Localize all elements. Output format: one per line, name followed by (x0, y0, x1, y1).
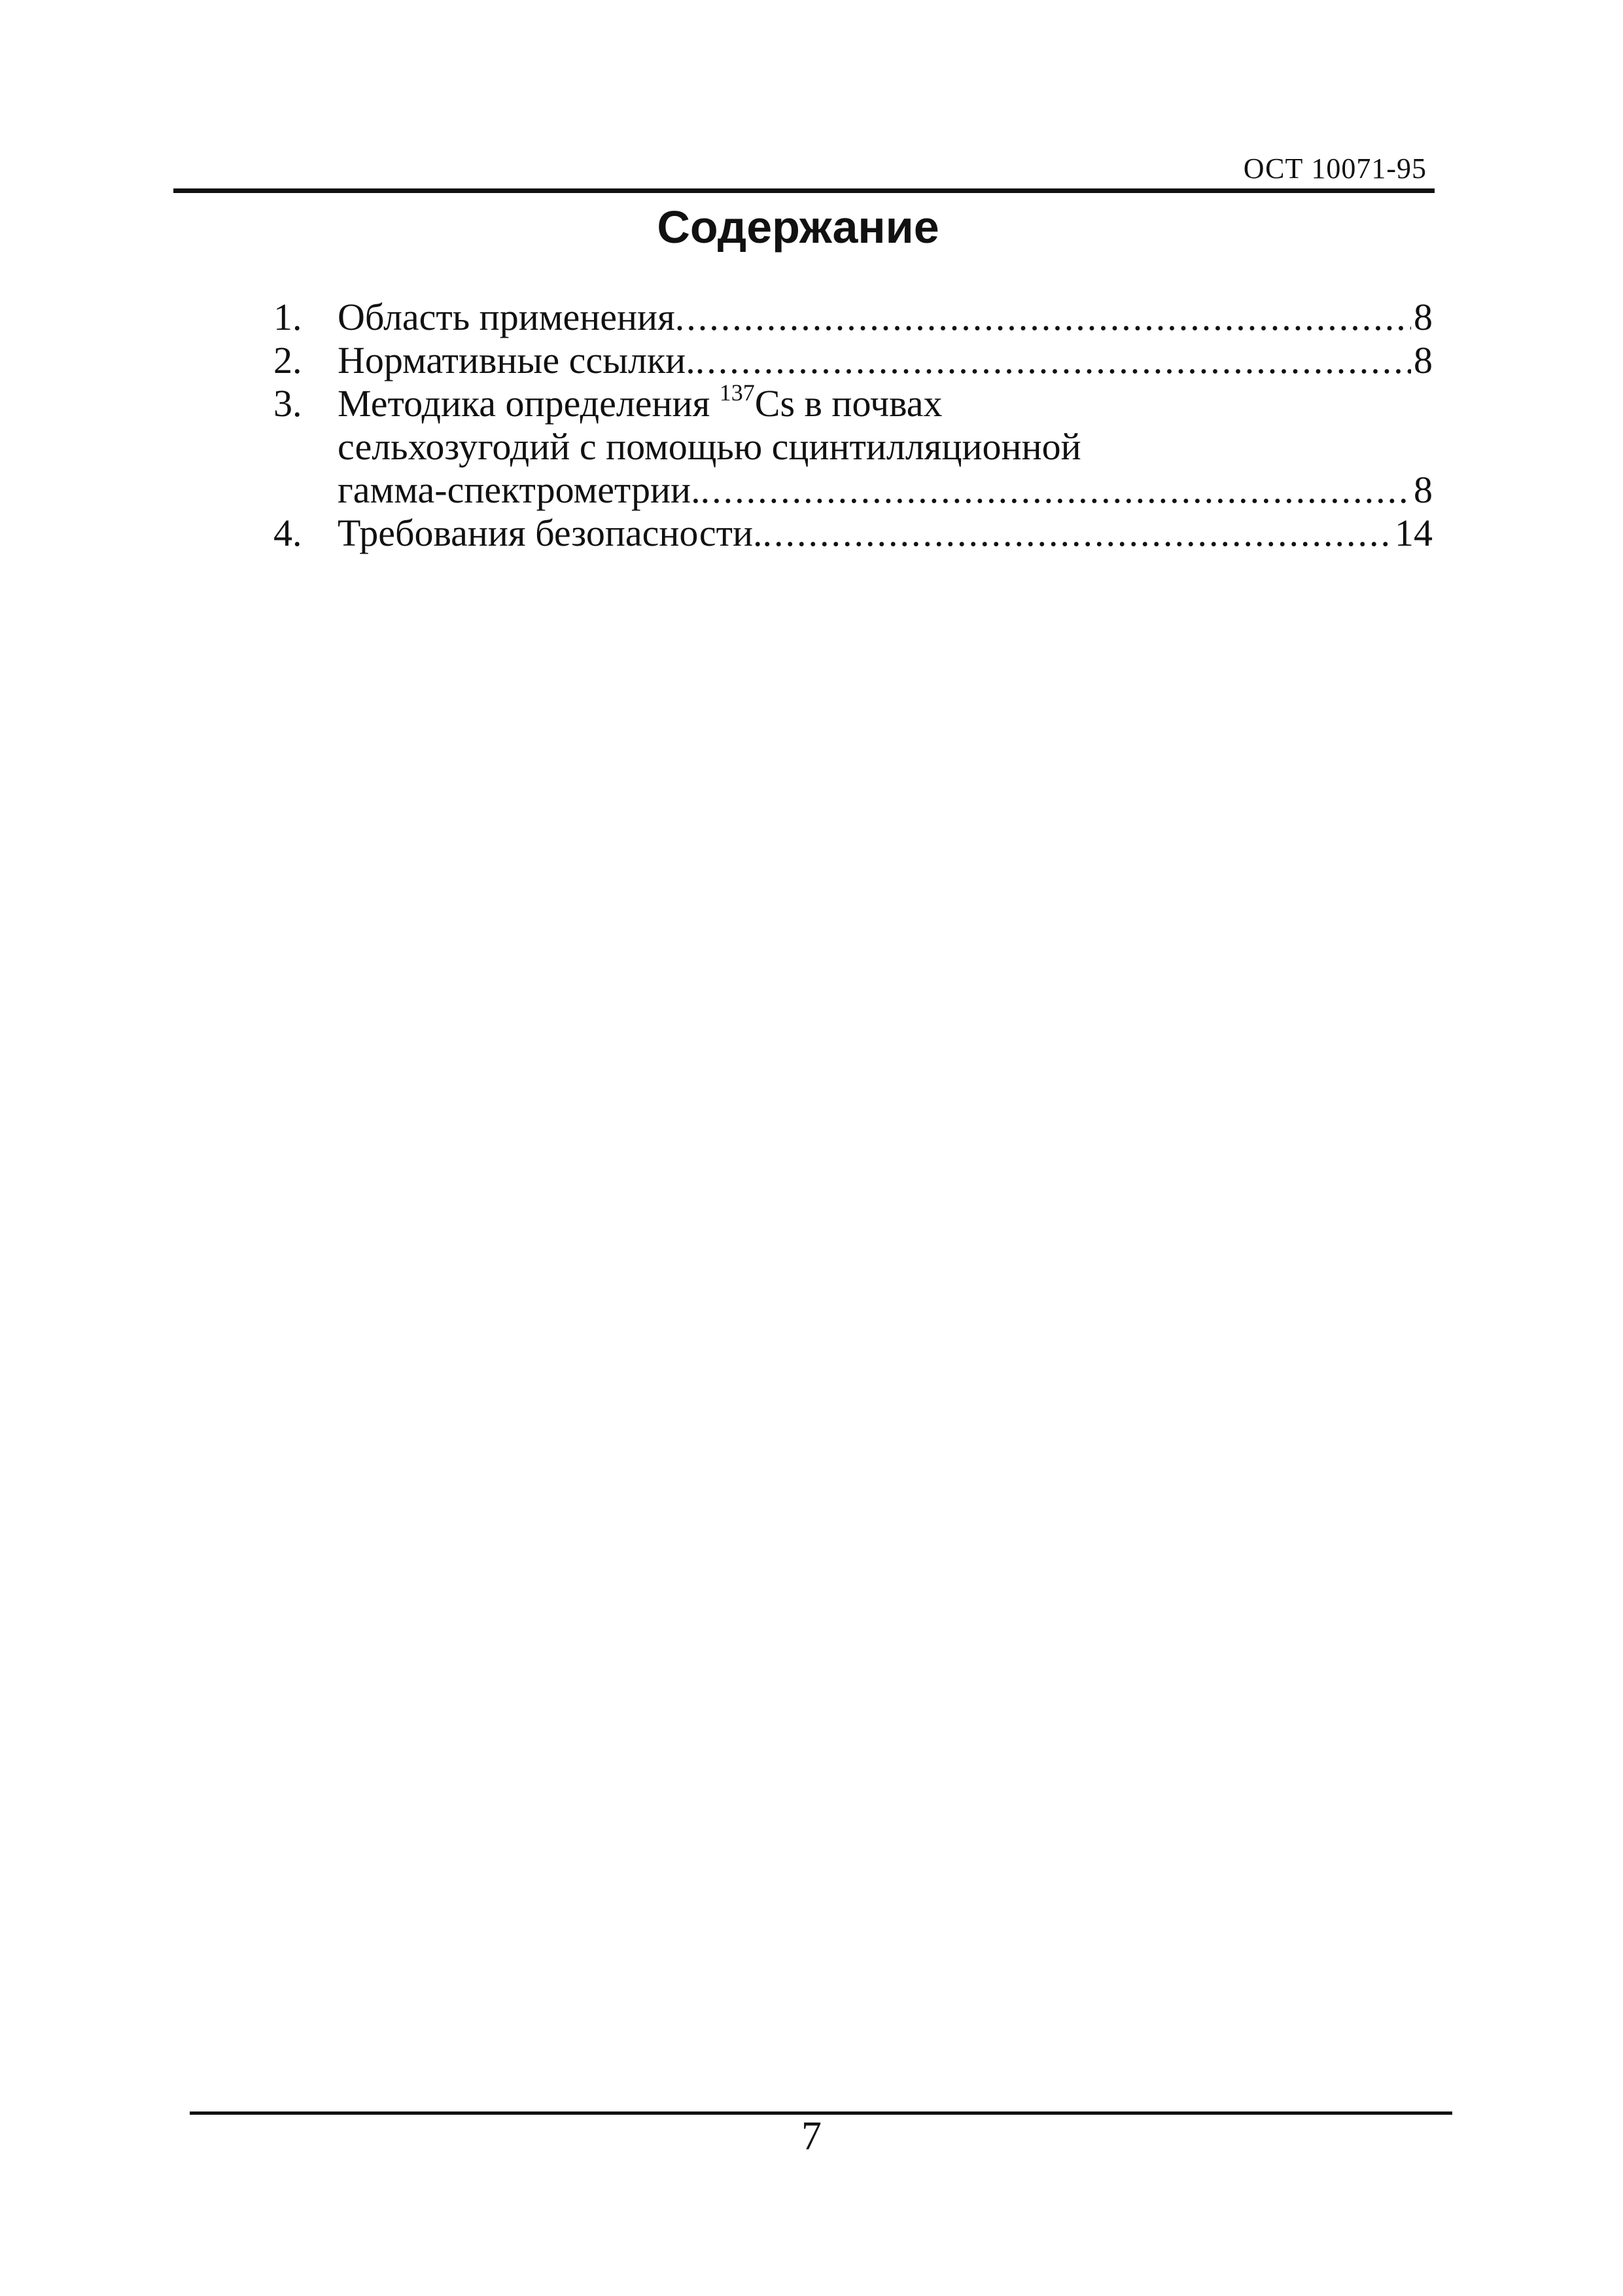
toc-entry-number: 4. (273, 512, 302, 554)
toc-entry-body (338, 339, 1433, 382)
toc-entry-line (338, 296, 1433, 339)
toc-entry-body (338, 296, 1433, 339)
toc-entry-line (338, 468, 1433, 512)
page-title: Содержание (657, 202, 939, 253)
toc-entry-body (338, 512, 1433, 555)
document-code: ОСТ 10071-95 (1243, 152, 1427, 185)
toc-leader-dots (763, 512, 1393, 555)
toc-entry-number: 3. (273, 382, 302, 425)
toc-entry-1[interactable] (273, 296, 1433, 339)
toc-title-part: Методика определения (338, 382, 720, 425)
toc-entry-body (338, 382, 1433, 512)
toc-entry-number: 1. (273, 296, 302, 338)
toc-entry-3[interactable] (273, 382, 1433, 512)
header-rule (173, 188, 1435, 193)
toc-title-part: Cs в почвах (754, 382, 943, 425)
toc-entry-line (338, 512, 1433, 555)
table-of-contents (273, 296, 1433, 555)
toc-entry-4[interactable] (273, 512, 1433, 555)
toc-entry-page: 14 (1395, 512, 1433, 554)
toc-leader-dots (701, 468, 1411, 512)
toc-entry-page: 8 (1414, 468, 1433, 511)
toc-entry-2[interactable] (273, 339, 1433, 382)
isotope-mass-number: 137 (719, 380, 755, 406)
toc-entry-line (338, 339, 1433, 382)
toc-entry-title: Область применения (338, 296, 675, 338)
toc-leader-dots (695, 339, 1411, 382)
toc-entry-page: 8 (1414, 296, 1433, 338)
toc-entry-number: 2. (273, 339, 302, 381)
toc-entry-title-line-2: сельхозугодий с помощью сцинтилляционной (338, 425, 1081, 468)
toc-entry-line (338, 425, 1433, 468)
toc-entry-title-line-1 (338, 382, 943, 425)
toc-entry-line (338, 382, 1433, 425)
page-number: 7 (801, 2114, 822, 2159)
toc-entry-title: Нормативные ссылки. (338, 339, 695, 381)
toc-leader-dots (675, 296, 1411, 339)
toc-entry-page: 8 (1414, 339, 1433, 381)
toc-entry-title-line-3: гамма-спектрометрии. (338, 468, 701, 511)
toc-entry-title: Требования безопасности. (338, 512, 763, 554)
